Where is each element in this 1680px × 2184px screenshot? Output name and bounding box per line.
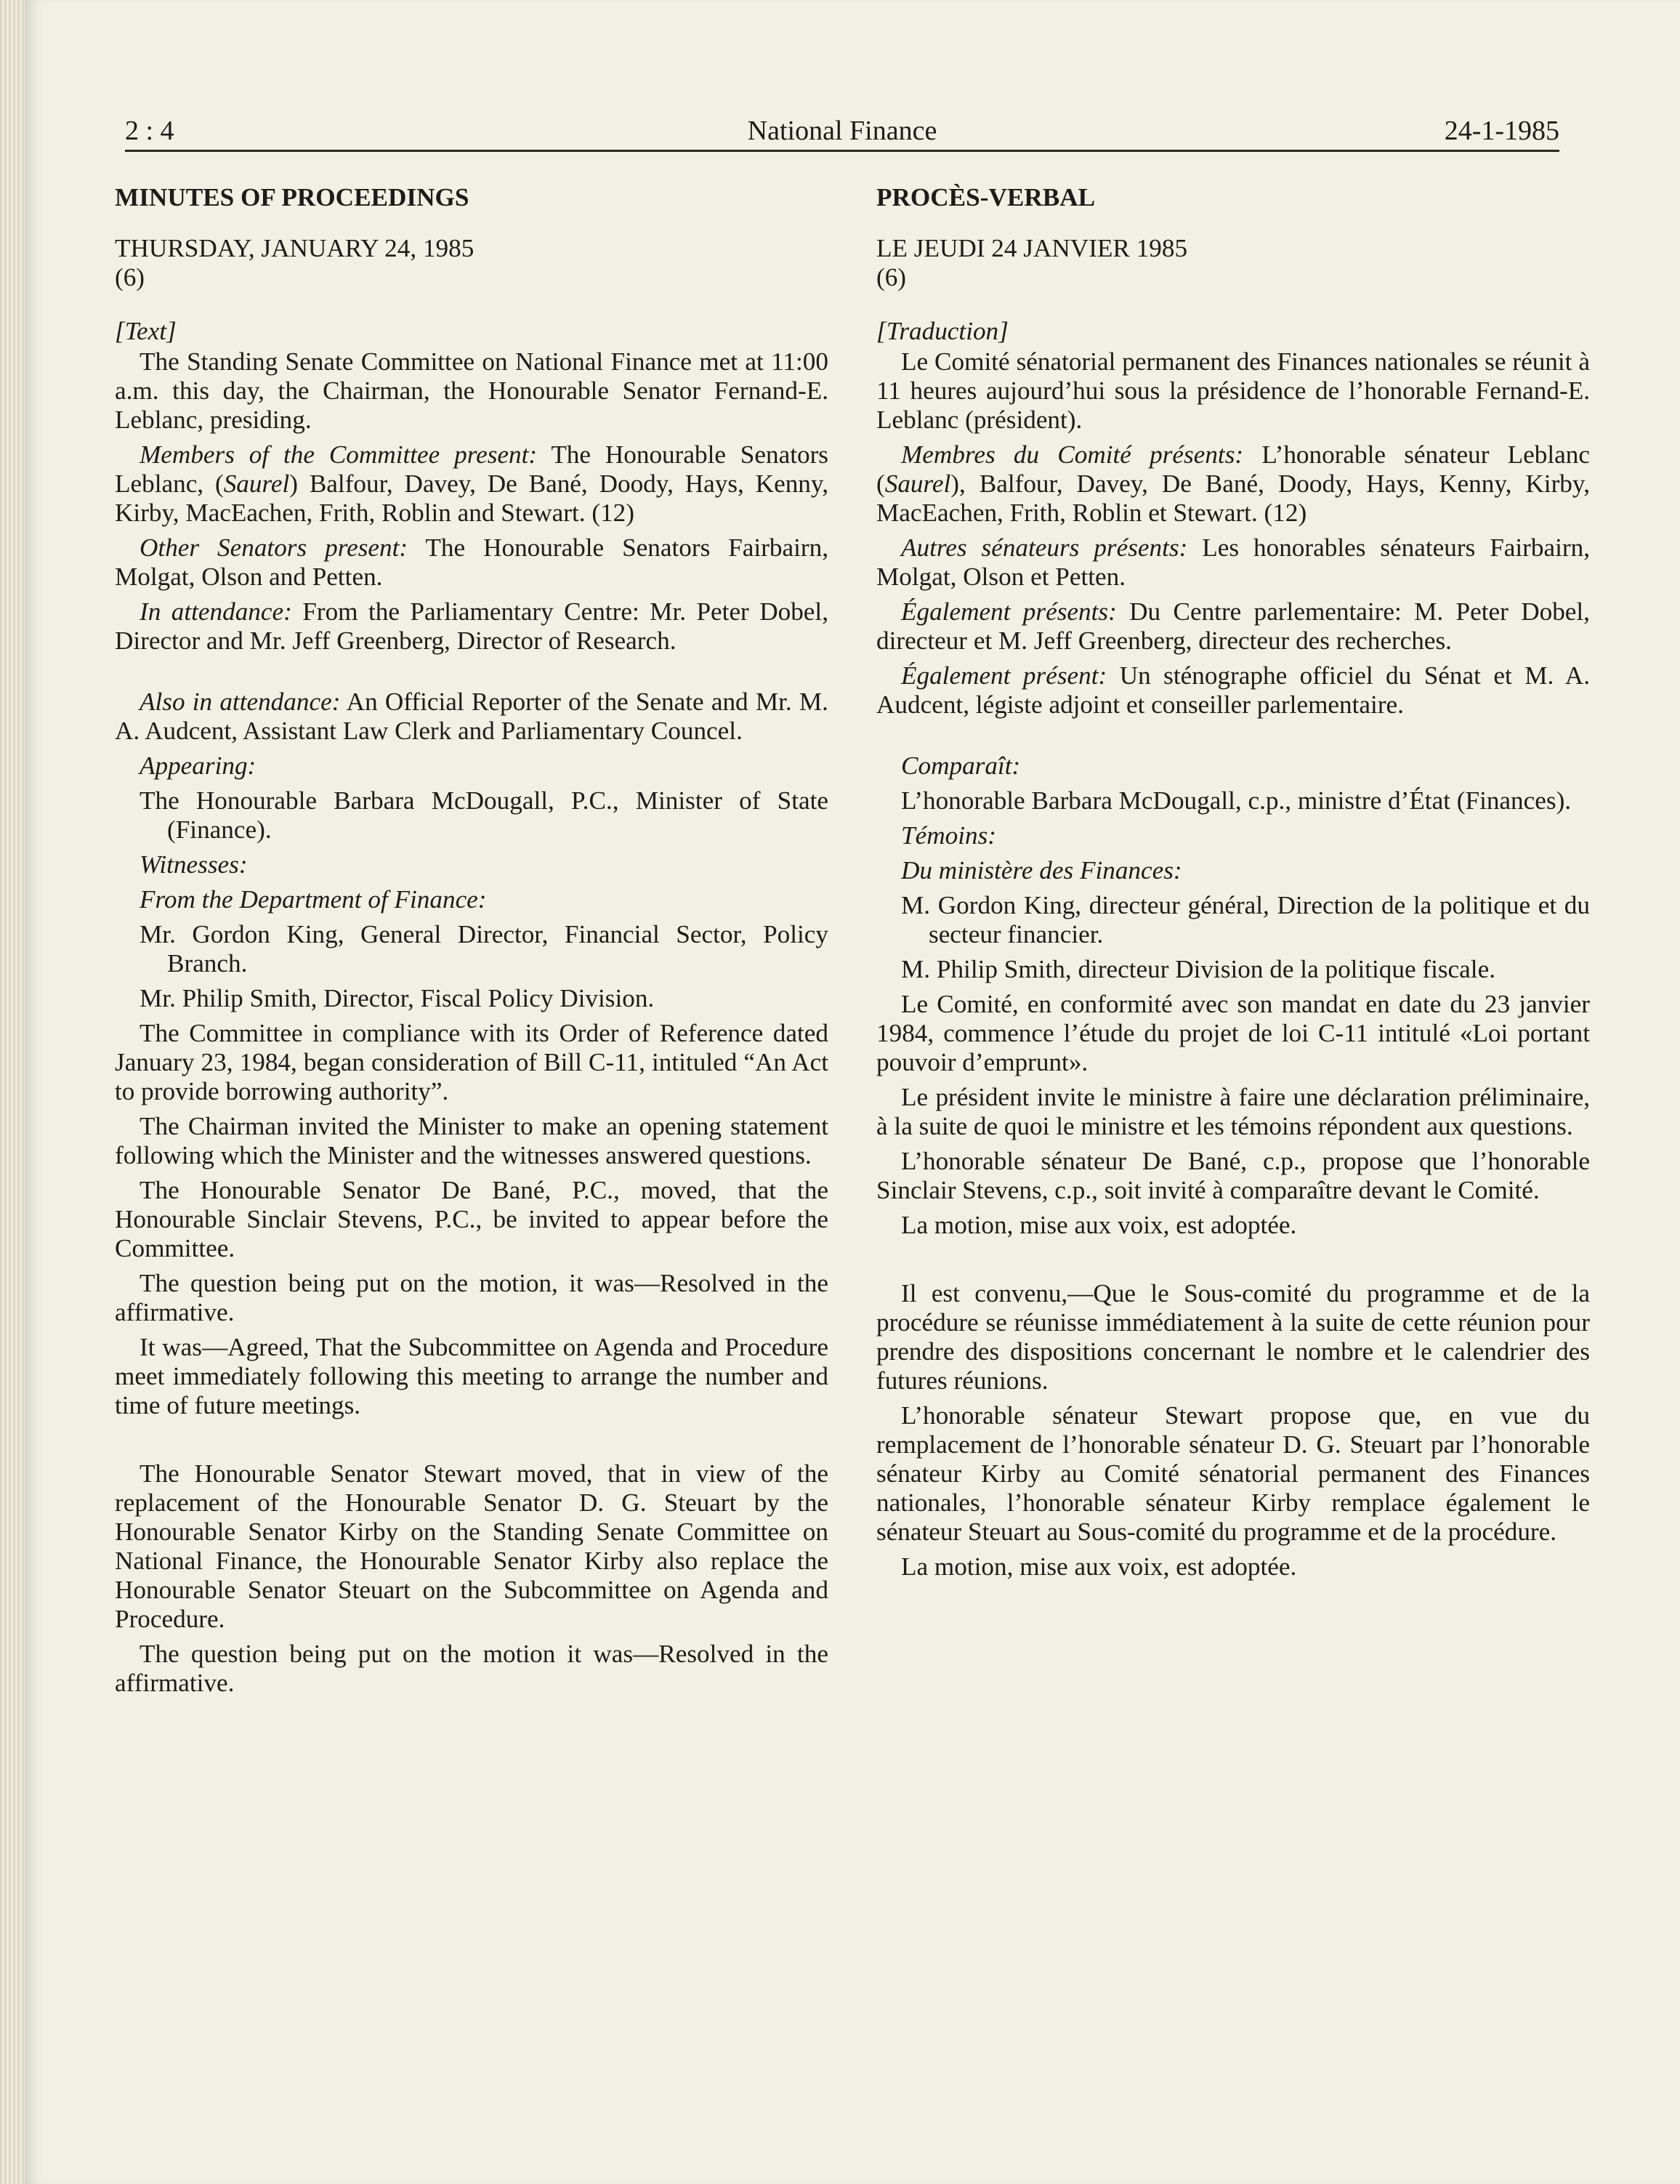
meeting-paragraph-fr: Le Comité sénatorial permanent des Finances nationales se réunit à 11 heures aujourd’hui sous la présidence de l’honorable Fernand-E. Leblanc (président). <box>876 347 1590 434</box>
members-label: Members of the Committee present: <box>140 440 538 469</box>
also-attendance-label: Also in attendance: <box>140 688 341 716</box>
other-senators-text: The Honourable Senators Fairbairn, Molgat, Olson and Petten. <box>115 533 829 591</box>
members-saurel-fr: Saurel <box>884 470 951 498</box>
attendance-label: In attendance: <box>140 597 292 626</box>
other-senators-paragraph <box>115 533 828 592</box>
other-senators-label: Other Senators present: <box>140 533 408 562</box>
members-label-fr: Membres du Comité présents: <box>901 440 1244 469</box>
french-column <box>876 183 1590 1587</box>
question-resolved-1: The question being put on the motion, it was—Resolved in the affirmative. <box>115 1269 828 1326</box>
page-edge <box>0 0 25 2184</box>
reference-paragraph-fr: Le Comité, en conformité avec son mandat en date du 23 janvier 1984, commence l’étude du projet de loi C-11 intitulé «Loi portant pouvoir d’emprunt». <box>876 990 1590 1076</box>
minutes-heading: MINUTES OF PROCEEDINGS <box>115 183 469 211</box>
header-rule <box>125 150 1559 152</box>
issue-number: (6) <box>115 263 145 291</box>
members-text-b: ) Balfour, Davey, De Bané, Doody, Hays, Kenny, Kirby, MacEachen, Frith, Roblin and Stewart. (12) <box>115 470 829 527</box>
also-attendance-paragraph-fr <box>876 661 1590 720</box>
other-senators-label-fr: Autres sénateurs présents: <box>901 533 1188 562</box>
meeting-paragraph: The Standing Senate Committee on National Finance met at 11:00 a.m. this day, the Chairman, the Honourable Senator Fernand-E. Leblanc, presiding. <box>115 347 828 434</box>
text-marker: [Text] <box>115 317 177 345</box>
appearing-text: The Honourable Barbara McDougall, P.C., Minister of State (Finance). <box>140 786 828 844</box>
members-saurel: Saurel <box>223 470 290 498</box>
also-attendance-paragraph <box>115 688 828 746</box>
witness-1: Mr. Gordon King, General Director, Financial Sector, Policy Branch. <box>140 920 828 978</box>
meeting-date-fr: LE JEUDI 24 JANVIER 1985 <box>876 234 1188 262</box>
stewart-motion-paragraph-fr: L’honorable sénateur Stewart propose que, en vue du remplacement de l’honorable sénateur D. G. Steuart par l’honorable sénateur Kirby au Comité sénatorial permanent des Finances nationales, l’honorable sénateur Kirby remplace également le sénateur Steuart au Sous-comité du programme et de la procédure. <box>876 1401 1590 1546</box>
appearing-text-fr: L’honorable Barbara McDougall, c.p., ministre d’État (Finances). <box>901 786 1572 815</box>
chairman-paragraph: The Chairman invited the Minister to make an opening statement following which the Minister and the witnesses answered questions. <box>115 1112 828 1169</box>
witnesses-label-fr: Témoins: <box>901 821 996 850</box>
also-attendance-text-fr: Un sténographe officiel du Sénat et M. A. Audcent, légiste adjoint et conseiller parlementaire. <box>876 661 1590 719</box>
witness-2: Mr. Philip Smith, Director, Fiscal Policy Division. <box>140 984 655 1012</box>
members-paragraph-fr <box>876 440 1590 528</box>
stewart-motion-paragraph: The Honourable Senator Stewart moved, that in view of the replacement of the Honourable Senator D. G. Steuart by the Honourable Senator Kirby on the Standing Senate Committee on National Finance, the Honourable Senator Kirby also replace the Honourable Senator Steuart on the Subcommittee on Agenda and Procedure. <box>115 1459 828 1633</box>
appearing-label: Appearing: <box>140 751 257 780</box>
other-senators-text-fr: Les honorables sénateurs Fairbairn, Molgat, Olson et Petten. <box>876 533 1590 591</box>
page-number: 2 : 4 <box>125 116 174 146</box>
members-paragraph <box>115 440 828 528</box>
attendance-text: From the Parliamentary Centre: Mr. Peter Dobel, Director and Mr. Jeff Greenberg, Director of Research. <box>115 597 828 655</box>
reference-paragraph: The Committee in compliance with its Order of Reference dated January 23, 1984, began consideration of Bill C-11, intituled “An Act to provide borrowing authority”. <box>115 1019 828 1105</box>
members-text-b-fr: ), Balfour, Davey, De Bané, Doody, Hays, Kenny, Kirby, MacEachen, Frith, Roblin et Stewart. (12) <box>876 470 1590 527</box>
attendance-paragraph <box>115 597 828 656</box>
appearing-label-fr: Comparaît: <box>901 751 1021 780</box>
chairman-paragraph-fr: Le président invite le ministre à faire une déclaration préliminaire, à la suite de quoi le ministre et les témoins répondent aux questions. <box>876 1083 1590 1140</box>
publication-title: National Finance <box>747 116 937 146</box>
members-text-a-fr: L’honorable sénateur Leblanc ( <box>876 440 1590 498</box>
traduction-marker: [Traduction] <box>876 317 1009 345</box>
attendance-text-fr: Du Centre parlementaire: M. Peter Dobel, directeur et M. Jeff Greenberg, directeur des recherches. <box>876 597 1590 655</box>
debane-motion-paragraph: The Honourable Senator De Bané, P.C., moved, that the Honourable Sinclair Stevens, P.C., be invited to appear before the Committee. <box>115 1176 828 1262</box>
witnesses-label: Witnesses: <box>140 850 248 879</box>
question-resolved-2-fr: La motion, mise aux voix, est adoptée. <box>901 1552 1297 1581</box>
also-attendance-label-fr: Également présent: <box>901 661 1107 690</box>
question-resolved-1-fr: La motion, mise aux voix, est adoptée. <box>901 1211 1297 1239</box>
agreed-paragraph-fr: Il est convenu,—Que le Sous-comité du programme et de la procédure se réunisse immédiatement à la suite de cette réunion pour prendre des dispositions concernant le nombre et le calendrier des futures réunions. <box>876 1279 1590 1395</box>
question-resolved-2: The question being put on the motion it was—Resolved in the affirmative. <box>115 1640 828 1697</box>
proces-verbal-heading: PROCÈS-VERBAL <box>876 183 1096 211</box>
witness-2-fr: M. Philip Smith, directeur Division de la politique fiscale. <box>901 955 1495 983</box>
english-column <box>115 183 828 1704</box>
attendance-paragraph-fr <box>876 597 1590 656</box>
witness-1-fr: M. Gordon King, directeur général, Direction de la politique et du secteur financier. <box>901 891 1590 948</box>
department-label-fr: Du ministère des Finances: <box>901 856 1182 885</box>
debane-motion-paragraph-fr: L’honorable sénateur De Bané, c.p., propose que l’honorable Sinclair Stevens, c.p., soit invité à comparaître devant le Comité. <box>876 1147 1590 1204</box>
attendance-label-fr: Également présents: <box>901 597 1117 626</box>
other-senators-paragraph-fr <box>876 533 1590 592</box>
agreed-paragraph: It was—Agreed, That the Subcommittee on Agenda and Procedure meet immediately following this meeting to arrange the number and time of future meetings. <box>115 1333 828 1419</box>
department-label: From the Department of Finance: <box>140 885 487 914</box>
running-header <box>125 109 1559 150</box>
header-date: 24-1-1985 <box>1444 116 1559 146</box>
members-text-a: The Honourable Senators Leblanc, ( <box>115 440 828 498</box>
meeting-date: THURSDAY, JANUARY 24, 1985 <box>115 234 474 262</box>
issue-number-fr: (6) <box>876 263 907 291</box>
also-attendance-text: An Official Reporter of the Senate and Mr. M. A. Audcent, Assistant Law Clerk and Parliamentary Councel. <box>115 688 828 745</box>
